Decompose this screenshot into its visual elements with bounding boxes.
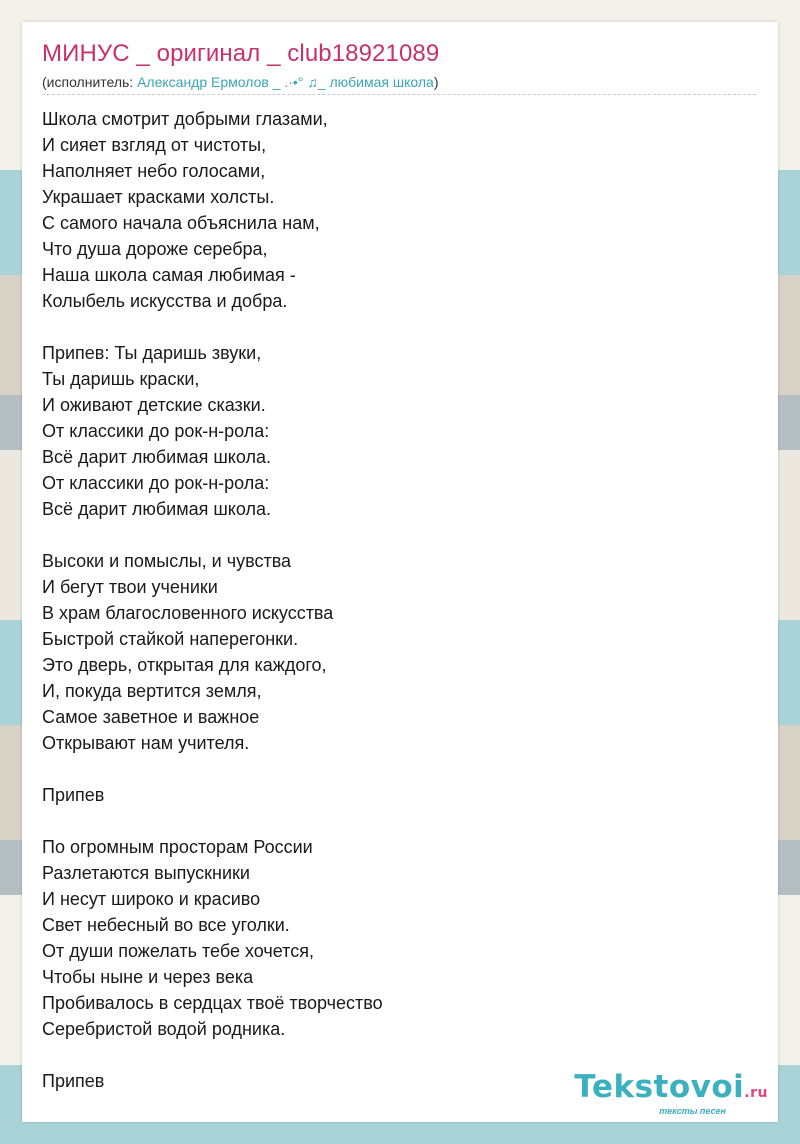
lyric-line: И, покуда вертится земля,: [42, 681, 262, 701]
lyric-line: От классики до рок-н-рола:: [42, 421, 270, 441]
logo-tagline: тексты песен: [659, 1106, 726, 1116]
stanza-break: [42, 314, 742, 340]
header-divider: [42, 94, 756, 95]
lyric-line: С самого начала объяснила нам,: [42, 213, 320, 233]
stanza-break: [42, 756, 742, 782]
lyric-line: Самое заветное и важное: [42, 707, 260, 727]
lyric-line: От классики до рок-н-рола:: [42, 473, 270, 493]
song-title: МИНУС _ оригинал _ club18921089: [42, 40, 440, 67]
lyric-line: Открывают нам учителя.: [42, 733, 250, 753]
lyric-line: Чтобы ныне и через века: [42, 967, 254, 987]
lyric-line: Наполняет небо голосами,: [42, 161, 266, 181]
lyric-line: И бегут твои ученики: [42, 577, 218, 597]
lyric-line: Высоки и помыслы, и чувства: [42, 551, 292, 571]
lyric-line: И несут широко и красиво: [42, 889, 261, 909]
stanza-break: [42, 808, 742, 834]
lyric-line: Что душа дороже серебра,: [42, 239, 268, 259]
lyric-line: Быстрой стайкой наперегонки.: [42, 629, 299, 649]
lyric-line: Припев: [42, 1071, 105, 1091]
lyric-line: Припев: [42, 785, 105, 805]
lyric-line: Разлетаются выпускники: [42, 863, 250, 883]
lyric-line: И сияет взгляд от чистоты,: [42, 135, 267, 155]
lyric-line: По огромным просторам России: [42, 837, 313, 857]
lyric-line: Всё дарит любимая школа.: [42, 499, 271, 519]
lyric-line: Колыбель искусства и добра.: [42, 291, 288, 311]
lyric-line: И оживают детские сказки.: [42, 395, 266, 415]
lyric-line: Пробивалось в сердцах твоё творчество: [42, 993, 383, 1013]
artist-suffix: ): [433, 74, 439, 90]
lyric-line: Всё дарит любимая школа.: [42, 447, 271, 467]
artist-link[interactable]: Александр Ермолов _ .·•° ♫_ любимая школа: [137, 74, 434, 90]
logo-wordmark: [558, 1070, 768, 1110]
logo-domain: .ru: [744, 1085, 768, 1101]
lyrics-body: [42, 106, 742, 1094]
lyric-line: Припев: Ты даришь звуки,: [42, 343, 262, 363]
lyric-line: Серебристой водой родника.: [42, 1019, 286, 1039]
stanza-break: [42, 522, 742, 548]
lyric-line: От души пожелать тебе хочется,: [42, 941, 314, 961]
artist-prefix: (исполнитель:: [42, 74, 138, 90]
lyric-line: Украшает красками холсты.: [42, 187, 275, 207]
lyrics-card: [22, 22, 778, 1122]
lyric-line: В храм благословенного искусства: [42, 603, 334, 623]
artist-line: [42, 74, 439, 90]
lyric-line: Ты даришь краски,: [42, 369, 200, 389]
lyric-line: Наша школа самая любимая -: [42, 265, 296, 285]
lyric-line: Свет небесный во все уголки.: [42, 915, 290, 935]
lyric-line: Школа смотрит добрыми глазами,: [42, 109, 328, 129]
lyric-line: Это дверь, открытая для каждого,: [42, 655, 327, 675]
logo-name: Tekstovoi: [574, 1069, 745, 1105]
site-logo[interactable]: [558, 1070, 768, 1120]
stanza-break: [42, 1042, 742, 1068]
